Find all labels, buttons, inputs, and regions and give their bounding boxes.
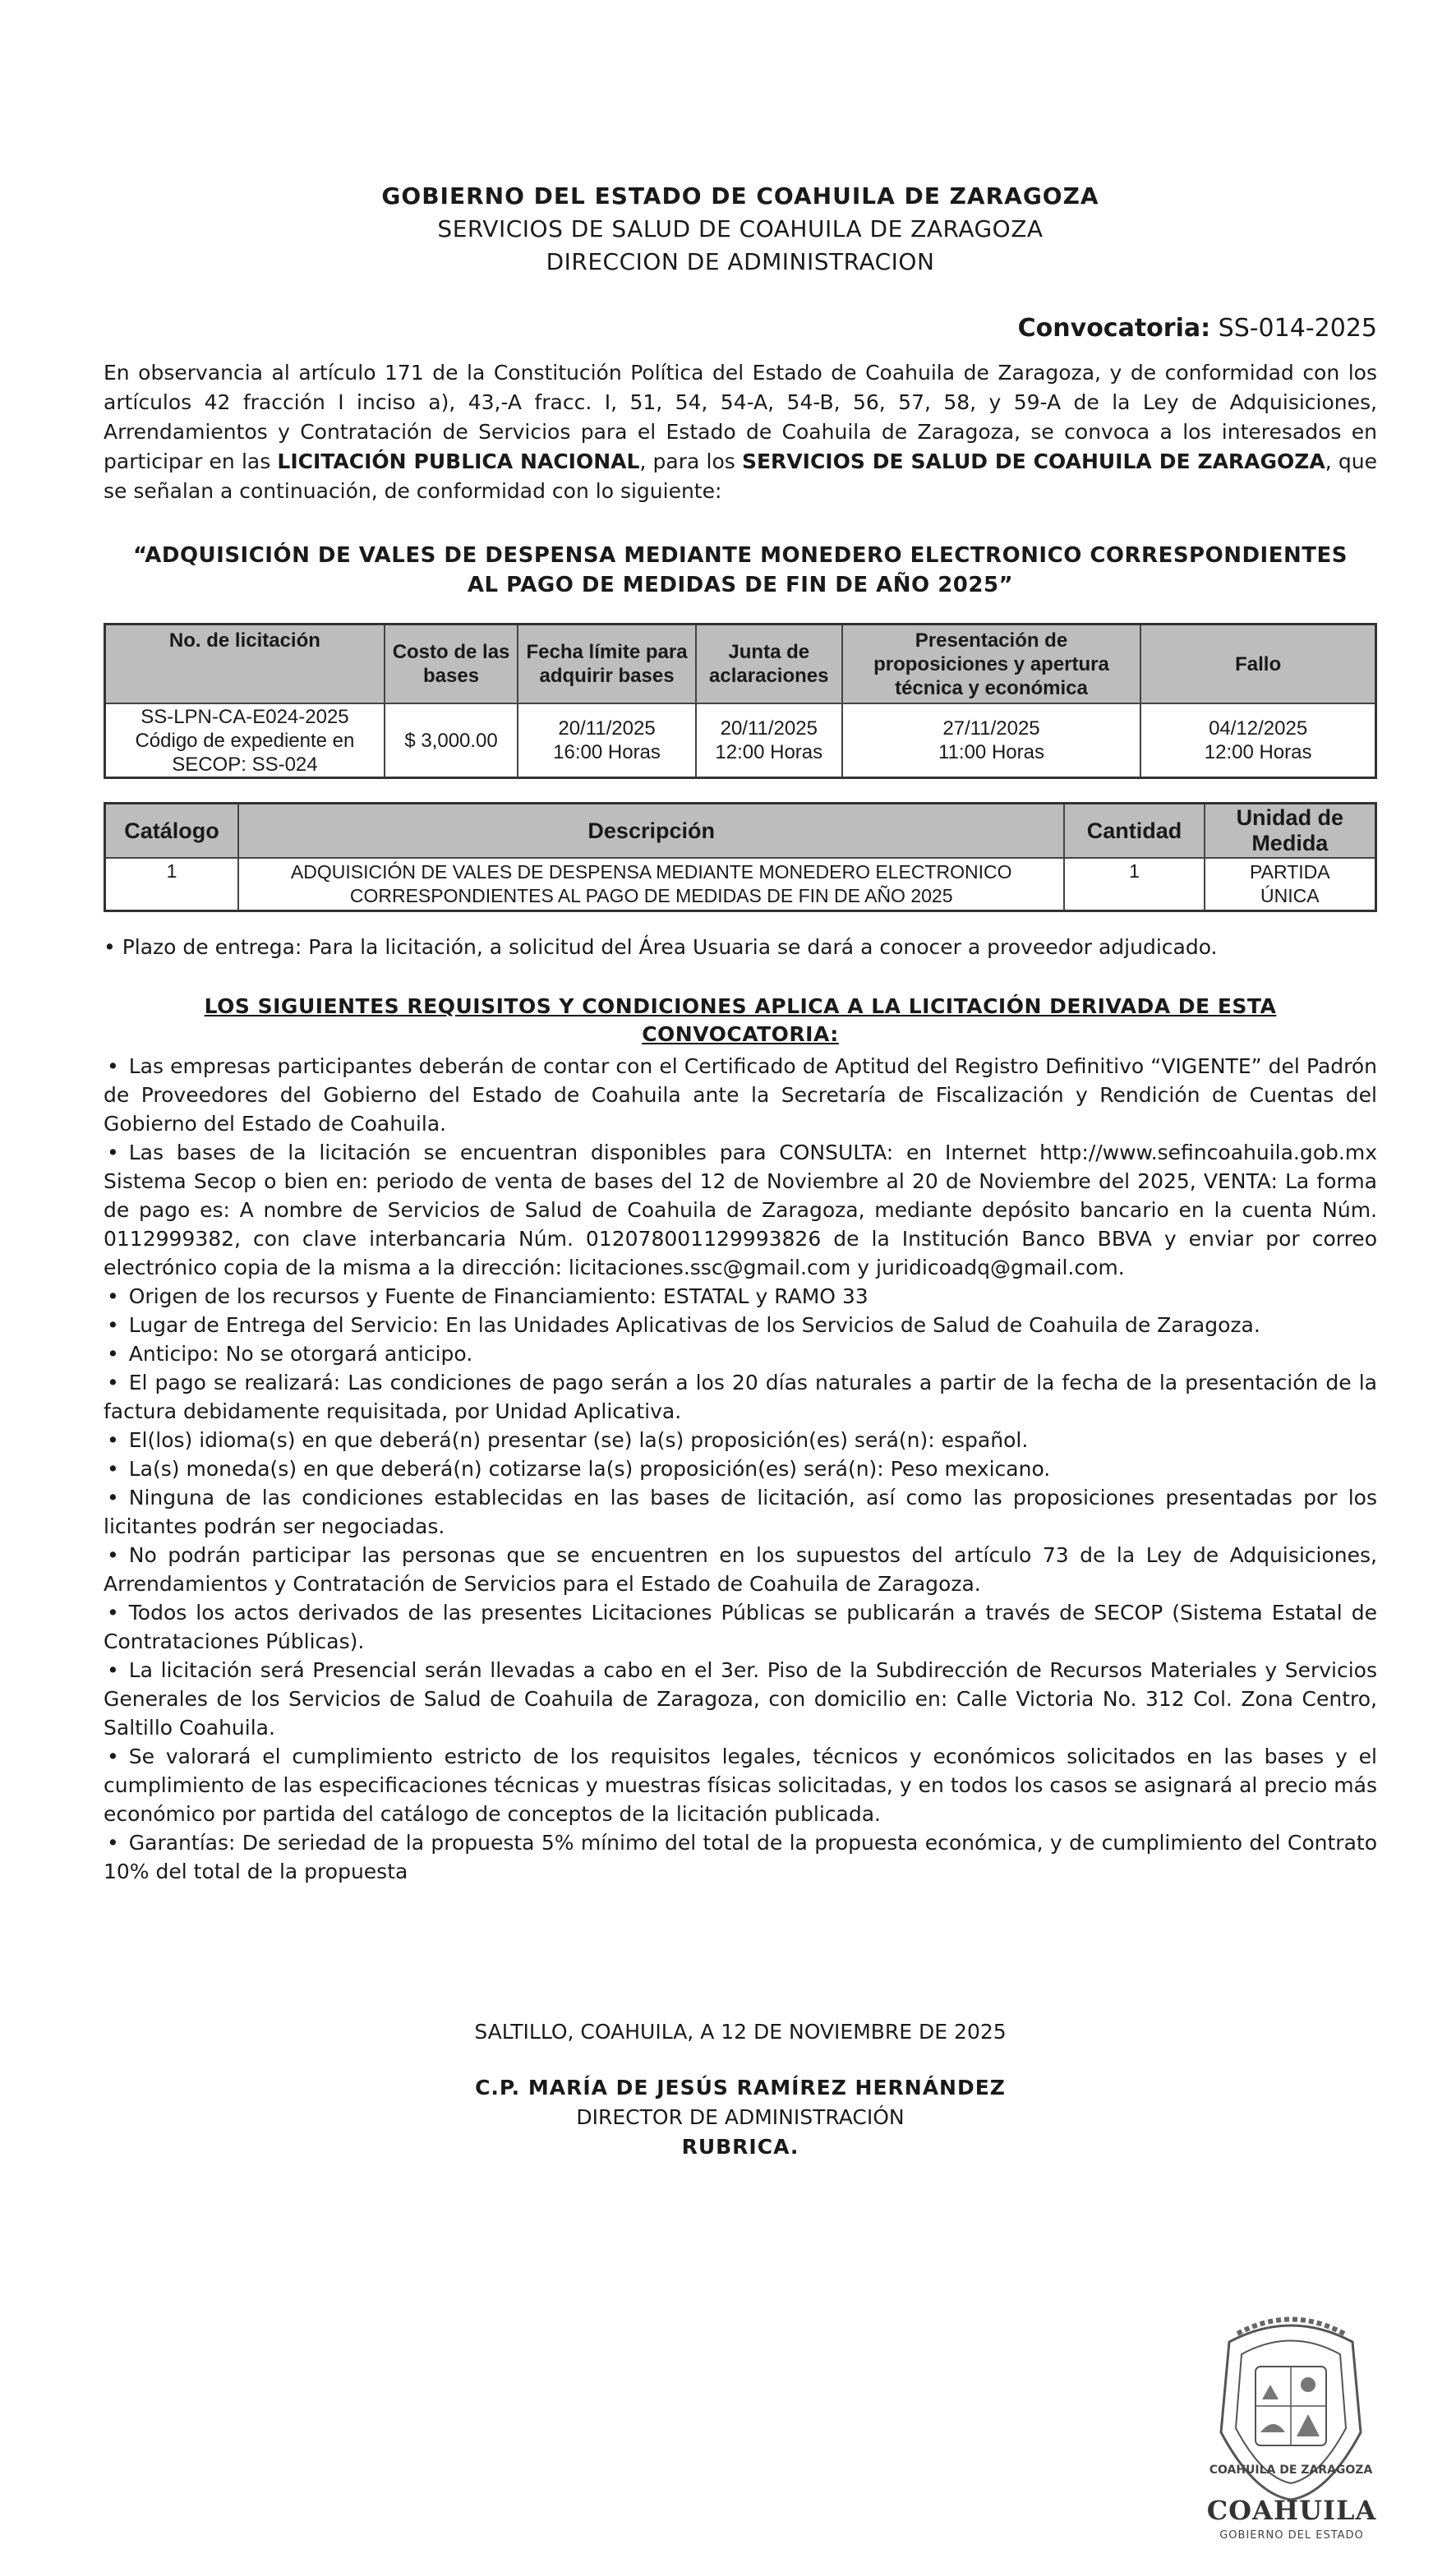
cell-unidad-line2: ÚNICA (1260, 885, 1320, 906)
procurement-title-line2: AL PAGO DE MEDIDAS DE FIN DE AÑO 2025” (467, 573, 1014, 597)
requisitos-title (104, 993, 1377, 1049)
cell-cantidad: 1 (1064, 858, 1204, 911)
licitacion-table (104, 623, 1377, 779)
cell-desc-line2: CORRESPONDIENTES AL PAGO DE MEDIDAS DE FIN DE AÑO 2025 (349, 885, 953, 906)
list-item: • No podrán participar las personas que se encuentren en los supuestos del artículo 73 de la Ley de Adquisiciones, Arrendamientos y Contratación de Servicios para el Estado de Coahuila de Zaragoza. (104, 1541, 1377, 1598)
list-item: • Ninguna de las condiciones establecidas en las bases de licitación, así como las proposiciones presentadas por los licitantes podrán ser negociadas. (104, 1483, 1377, 1541)
table-row (105, 858, 1376, 911)
logo-wordmark: COAHUILA (1206, 2495, 1377, 2526)
catalog-table-header (105, 804, 1376, 859)
intro-text-1: En observancia al artículo 171 de la Constitución Política del Estado de Coahuila de Zaragoza, y de conformidad con los artículos 42 fracción I inciso a), 43,-A fracc. I, 51, 54, 54-A, 54-B, 56, 57, 58, y 59-A de la Ley de Adquisiciones, Arrendamientos y Contratación de Servicios para el Estado de Coahuila de Zaragoza, se convoca a los interesados en participar en las (104, 361, 1377, 473)
coahuila-seal-logo (1205, 2309, 1377, 2506)
list-item: • Origen de los recursos y Fuente de Financiamiento: ESTATAL y RAMO 33 (104, 1282, 1377, 1311)
catalog-table (104, 802, 1377, 912)
place-date: SALTILLO, COAHUILA, A 12 DE NOVIEMBRE DE 2025 (474, 2020, 1007, 2044)
cell-pres-date: 27/11/2025 (942, 717, 1040, 740)
convocatoria-value: SS-014-2025 (1210, 314, 1377, 343)
cell-lic-line2: Código de expediente en (135, 729, 355, 752)
intro-paragraph (104, 358, 1377, 506)
list-item: • Se valorará el cumplimiento estricto de los requisitos legales, técnicos y económicos solicitados en las bases y el cumplimiento de las especificaciones técnicas y muestras físicas solicitadas, y en todos los casos se asignará al precio más económico por partida del catálogo de conceptos de la licitación publicada. (104, 1742, 1377, 1828)
cell-catalogo: 1 (105, 858, 238, 911)
cell-lic-line3: SECOP: SS-024 (172, 753, 318, 776)
cell-licitacion (105, 703, 385, 778)
requisitos-list (104, 1052, 1377, 1886)
list-item: • El(los) idioma(s) en que deberá(n) presentar (se) la(s) proposición(es) será(n): español. (104, 1426, 1377, 1454)
convocatoria-label: Convocatoria: (1017, 314, 1211, 343)
th-presentacion: Presentación de proposiciones y apertura técnica y económica (842, 625, 1141, 704)
cell-junta-date: 20/11/2025 (720, 717, 818, 740)
th-fallo: Fallo (1140, 625, 1375, 704)
th-cantidad: Cantidad (1064, 804, 1204, 859)
cell-fecha-date: 20/11/2025 (558, 717, 656, 740)
list-item: • La licitación será Presencial serán llevadas a cabo en el 3er. Piso de la Subdirección de Recursos Materiales y Servicios Generales de los Servicios de Salud de Coahuila de Zaragoza, con domicilio en: Calle Victoria No. 312 Col. Zona Centro, Saltillo Coahuila. (104, 1656, 1377, 1742)
cell-unidad (1205, 858, 1376, 911)
list-item: • Las bases de la licitación se encuentran disponibles para CONSULTA: en Internet http://www.sefincoahuila.gob.mx Sistema Secop o bien en: periodo de venta de bases del 12 de Noviembre al 20 de Noviembre del 2025, VENTA: La forma de pago es: A nombre de Servicios de Salud de Coahuila de Zaragoza, mediante depósito bancario en la cuenta Núm. 0112999382, con clave interbancaria Núm. 012078001129993826 de la Institución Banco BBVA y enviar por correo electrónico copia de la misma a la dirección: licitaciones.ssc@gmail.com y juridicoadq@gmail.com. (104, 1138, 1377, 1282)
cell-presentacion (842, 703, 1141, 778)
seal-text: COAHUILA DE ZARAGOZA (1209, 2464, 1373, 2477)
cell-lic-line1: SS-LPN-CA-E024-2025 (141, 705, 349, 728)
list-item: • Las empresas participantes deberán de contar con el Certificado de Aptitud del Registro Definitivo “VIGENTE” del Padrón de Proveedores del Gobierno del Estado de Coahuila ante la Secretaría de Fiscalización y Rendición de Cuentas del Gobierno del Estado de Coahuila. (104, 1052, 1377, 1138)
th-junta: Junta de aclaraciones (696, 625, 842, 704)
cell-fallo-time: 12:00 Horas (1204, 741, 1312, 763)
header-administration: DIRECCION DE ADMINISTRACION (546, 248, 935, 275)
convocatoria-number (1018, 314, 1377, 343)
requisitos-title-line2: CONVOCATORIA: (642, 1022, 839, 1046)
licitacion-table-header (105, 625, 1376, 704)
signer-title: DIRECTOR DE ADMINISTRACIÓN (576, 2105, 905, 2129)
signer-name: C.P. MARÍA DE JESÚS RAMÍREZ HERNÁNDEZ (475, 2076, 1006, 2100)
list-item: • Garantías: De seriedad de la propuesta 5% mínimo del total de la propuesta económica, y de cumplimiento del Contrato 10% del total de la propuesta (104, 1828, 1377, 1886)
cell-descripcion (238, 858, 1065, 911)
signer-rubrica: RUBRICA. (681, 2135, 799, 2159)
cell-fecha-limite (518, 703, 696, 778)
procurement-title (104, 541, 1377, 600)
requisitos-title-line1: LOS SIGUIENTES REQUISITOS Y CONDICIONES APLICA A LA LICITACIÓN DERIVADA DE ESTA (204, 994, 1277, 1018)
list-item: • La(s) moneda(s) en que deberá(n) cotizarse la(s) proposición(es) será(n): Peso mexicano. (104, 1454, 1377, 1483)
header-health-services: SERVICIOS DE SALUD DE COAHUILA DE ZARAGOZA (437, 215, 1044, 242)
list-item: • El pago se realizará: Las condiciones de pago serán a los 20 días naturales a partir de la fecha de la presentación de la factura debidamente requisitada, por Unidad Aplicativa. (104, 1368, 1377, 1426)
table-row (105, 703, 1376, 778)
list-item: • Anticipo: No se otorgará anticipo. (104, 1339, 1377, 1368)
intro-text-2: , para los (639, 449, 742, 473)
list-item: • Todos los actos derivados de las presentes Licitaciones Públicas se publicarán a través de SECOP (Sistema Estatal de Contrataciones Públicas). (104, 1598, 1377, 1656)
cell-fallo (1140, 703, 1375, 778)
cell-unidad-line1: PARTIDA (1250, 861, 1330, 883)
th-licitacion: No. de licitación (105, 625, 385, 704)
list-item: • Lugar de Entrega del Servicio: En las Unidades Aplicativas de los Servicios de Salud de Coahuila de Zaragoza. (104, 1311, 1377, 1339)
plazo-entrega: • Plazo de entrega: Para la licitación, a solicitud del Área Usuaria se dará a conocer a proveedor adjudicado. (104, 935, 1218, 959)
th-catalogo: Catálogo (105, 804, 238, 859)
th-descripcion: Descripción (238, 804, 1065, 859)
cell-fallo-date: 04/12/2025 (1209, 717, 1308, 740)
intro-bold-licitacion: LICITACIÓN PUBLICA NACIONAL (277, 449, 640, 473)
cell-junta (696, 703, 842, 778)
intro-text-3: , que se señalan a continuación, de conformidad con lo siguiente: (104, 449, 1377, 503)
cell-junta-time: 12:00 Horas (715, 741, 823, 763)
cell-fecha-time: 16:00 Horas (553, 741, 661, 763)
intro-bold-servicios: SERVICIOS DE SALUD DE COAHUILA DE ZARAGOZA (741, 449, 1325, 473)
cell-costo: $ 3,000.00 (385, 703, 518, 778)
cell-pres-time: 11:00 Horas (938, 741, 1044, 763)
header-government: GOBIERNO DEL ESTADO DE COAHUILA DE ZARAGOZA (381, 182, 1099, 210)
procurement-title-line1: “ADQUISICIÓN DE VALES DE DESPENSA MEDIANTE MONEDERO ELECTRONICO CORRESPONDIENTES (133, 543, 1348, 568)
th-costo: Costo de las bases (385, 625, 518, 704)
th-fecha-limite: Fecha límite para adquirir bases (518, 625, 696, 704)
th-unidad: Unidad de Medida (1205, 804, 1376, 859)
cell-desc-line1: ADQUISICIÓN DE VALES DE DESPENSA MEDIANTE MONEDERO ELECTRONICO (290, 861, 1012, 883)
logo-subtitle: GOBIERNO DEL ESTADO (1219, 2529, 1364, 2542)
